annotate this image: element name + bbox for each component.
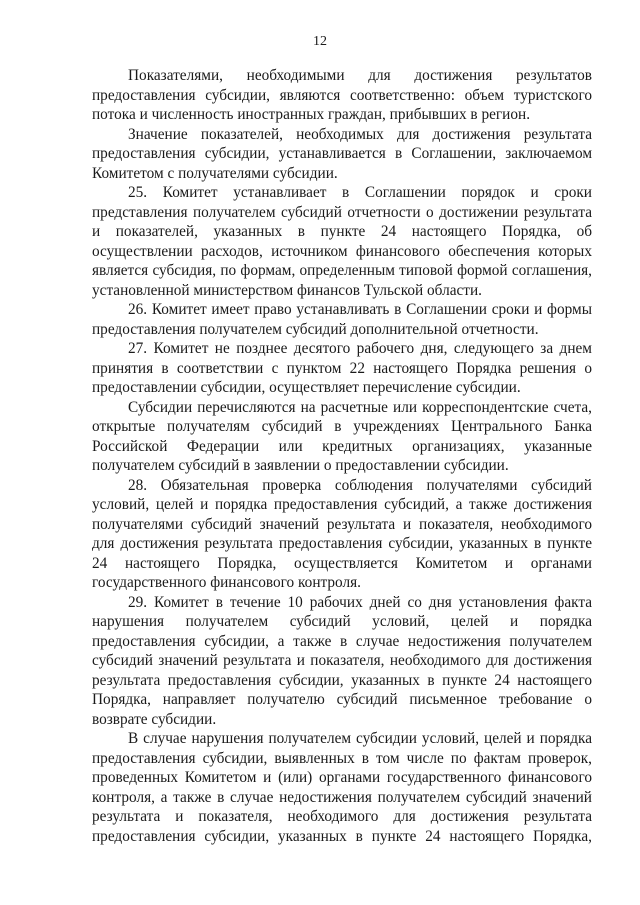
paragraph-item-26: 26. Комитет имеет право устанавливать в Соглашении сроки и формы предоставления получателем субсидий дополнительной отчетности. [92, 301, 592, 338]
paragraph-violation-case: В случае нарушения получателем субсидии условий, целей и порядка предоставления субсидии, выявленных в том числе по фактам проверок, проведенных Комитетом и (или) органами государственного финансового контроля, а также в случае недостижения получателем субсидий значений результата и показателя, необходимого для достижения результата предоставления субсидии, указанных в пункте 24 настоящего Порядка, [92, 730, 592, 845]
paragraph-item-25: 25. Комитет устанавливает в Соглашении порядок и сроки представления получателем субсидий отчетности о достижении результата и показателей, указанных в пункте 24 настоящего Порядка, об осуществлении расходов, источником финансового обеспечения которых является субсидия, по формам, определенным типовой формой соглашения, установленной министерством финансов Тульской области. [92, 184, 592, 299]
paragraph-item-28: 28. Обязательная проверка соблюдения получателями субсидий условий, целей и порядка предоставления субсидий, а также достижения получателями субсидий значений результата и показателя, необходимого для достижения результата предоставления субсидии, указанных в пункте 24 настоящего Порядка, осуществляется Комитетом и органами государственного финансового контроля. [92, 476, 592, 591]
document-body [92, 66, 592, 846]
paragraph-indicators: Показателями, необходимыми для достижения результатов предоставления субсидии, являются соответственно: объем туристского потока и численность иностранных граждан, прибывших в регион. [92, 67, 592, 123]
paragraph-transfer-accounts: Субсидии перечисляются на расчетные или корреспондентские счета, открытые получателям субсидий в учреждениях Центрального Банка Российской Федерации или кредитных организациях, указанные получателем субсидий в заявлении о предоставлении субсидии. [92, 398, 592, 474]
paragraph-item-29: 29. Комитет в течение 10 рабочих дней со дня установления факта нарушения получателем субсидий условий, целей и порядка предоставления субсидии, а также в случае недостижения получателем субсидий значений результата и показателя, необходимого для достижения результата предоставления субсидии, указанных в пункте 24 настоящего Порядка, направляет получателю субсидий письменное требование о возврате субсидии. [92, 593, 592, 728]
paragraph-indicator-values: Значение показателей, необходимых для достижения результата предоставления субсидии, устанавливается в Соглашении, заключаемом Комитетом с получателями субсидии. [92, 125, 592, 182]
page-number: 12 [313, 34, 327, 49]
paragraph-item-27: 27. Комитет не позднее десятого рабочего дня, следующего за днем принятия в соответствии с пунктом 22 настоящего Порядка решения о предоставлении субсидии, осуществляет перечисление субсидии. [92, 340, 592, 396]
